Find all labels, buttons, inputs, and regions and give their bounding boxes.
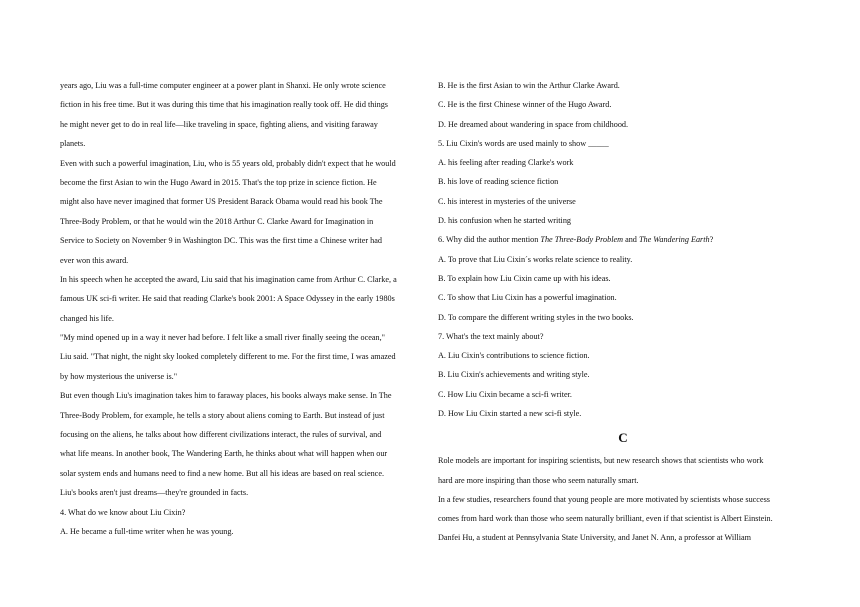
text-line: famous UK sci-fi writer. He said that reading Clarke's book 2001: A Space Odyssey in the early 1980s <box>60 294 395 304</box>
question-4-option-b: B. He is the first Asian to win the Arthur Clarke Award. <box>438 81 620 90</box>
question-6-option-a: A. To prove that Liu Cixin´s works relate science to reality. <box>438 254 633 264</box>
question-7: 7. What's the text mainly about? <box>438 331 544 341</box>
question-6-middle: and <box>623 235 639 245</box>
question-6-suffix: ? <box>709 235 714 245</box>
question-5-option-a: A. his feeling after reading Clarke's work <box>438 158 574 168</box>
text-line: Three-Body Problem, for example, he tells a story about aliens coming to Earth. But instead of just <box>60 410 385 420</box>
text-line: Three-Body Problem, or that he would win the 2018 Arthur C. Clarke Award for Imagination in <box>60 216 374 226</box>
text-line: by how mysterious the universe is." <box>60 371 178 381</box>
text-line: years ago, Liu was a full-time computer engineer at a power plant in Shanxi. He only wrote science <box>60 81 386 90</box>
text-line: might also have never imagined that former US President Barack Obama would read his book The <box>60 197 383 207</box>
text-line: But even though Liu's imagination takes him to faraway places, his books always make sense. In The <box>60 391 392 401</box>
question-6-title-2: The Wandering Earth <box>638 235 710 245</box>
text-line: hard are more inspiring than those who seem naturally smart. <box>438 475 639 485</box>
question-5-option-c: C. his interest in mysteries of the universe <box>438 196 576 206</box>
question-4-option-d: D. He dreamed about wandering in space from childhood. <box>438 119 629 129</box>
text-line: become the first Asian to win the Hugo Award in 2015. That's the top prize in science fiction. He <box>60 177 377 187</box>
text-line: solar system ends and humans need to find a new home. But all his ideas are based on real science. <box>60 468 384 478</box>
question-5: 5. Liu Cixin's words are used mainly to show _____ <box>438 138 609 148</box>
text-line: he might never get to do in real life—like traveling in space, fighting aliens, and visiting faraway <box>60 119 378 129</box>
text-line: Service to Society on November 9 in Washington DC. This was the first time a Chinese writer had <box>60 236 382 246</box>
text-line: focusing on the aliens, he talks about how different civilizations interact, the rules of survival, and <box>60 430 382 440</box>
text-line: Danfei Hu, a student at Pennsylvania State University, and Janet N. Ann, a professor at William <box>438 533 751 543</box>
text-line: In his speech when he accepted the award, Liu said that his imagination came from Arthur C. Clarke, a <box>60 274 397 284</box>
question-5-option-b: B. his love of reading science fiction <box>438 177 559 187</box>
passage-c <box>438 451 808 547</box>
question-4-option-c: C. He is the first Chinese winner of the Hugo Award. <box>438 100 612 110</box>
question-5-option-d: D. his confusion when he started writing <box>438 216 572 226</box>
right-column <box>438 76 808 547</box>
question-7-option-c: C. How Liu Cixin became a sci-fi writer. <box>438 389 572 399</box>
text-line: Role models are important for inspiring scientists, but new research shows that scientists who work <box>438 456 764 466</box>
question-6-title-1: The Three-Body Problem <box>540 235 624 245</box>
text-line: Liu's books aren't just dreams—they're grounded in facts. <box>60 488 249 498</box>
text-line: Even with such a powerful imagination, Liu, who is 55 years old, probably didn't expect that he would <box>60 158 396 168</box>
question-6-option-d: D. To compare the different writing styles in the two books. <box>438 312 634 322</box>
text-line: what life means. In another book, The Wandering Earth, he thinks about what will happen when our <box>60 449 388 459</box>
question-4: 4. What do we know about Liu Cixin? <box>60 507 186 517</box>
text-line: comes from hard work than those who seem naturally brilliant, even if that scientist is Albert Einstein. <box>438 513 773 523</box>
question-4-option-a: A. He became a full-time writer when he was young. <box>60 526 234 536</box>
question-6-option-c: C. To show that Liu Cixin has a powerful imagination. <box>438 293 617 303</box>
question-6 <box>438 230 808 249</box>
question-7-option-a: A. Liu Cixin's contributions to science fiction. <box>438 351 590 361</box>
text-line: ever won this award. <box>60 255 129 265</box>
section-heading: C <box>618 430 628 446</box>
left-column <box>60 76 416 541</box>
text-line: In a few studies, researchers found that young people are more motivated by scientists whose success <box>438 494 770 504</box>
text-line: planets. <box>60 139 86 149</box>
text-line: fiction in his free time. But it was during this time that his imagination really took off. He did things <box>60 100 388 110</box>
question-6-prefix: 6. Why did the author mention <box>438 235 541 245</box>
text-line: changed his life. <box>60 313 114 323</box>
question-7-option-b: B. Liu Cixin's achievements and writing style. <box>438 370 590 380</box>
question-6-option-b: B. To explain how Liu Cixin came up with his ideas. <box>438 273 611 283</box>
text-line: "My mind opened up in a way it never had before. I felt like a small river finally seeing the ocean," <box>60 333 385 343</box>
question-7-option-d: D. How Liu Cixin started a new sci-fi style. <box>438 409 582 419</box>
text-line: Liu said. "That night, the night sky looked completely different to me. For the first time, I was amazed <box>60 352 396 362</box>
